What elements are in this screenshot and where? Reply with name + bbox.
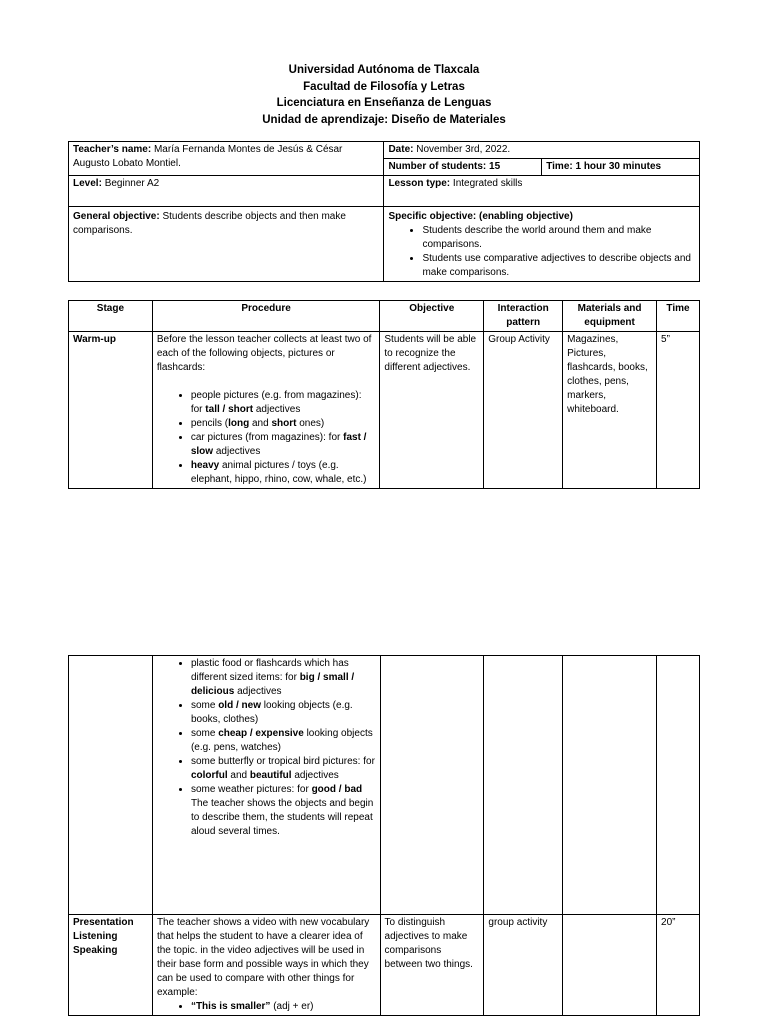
date-value: November 3rd, 2022. [416,144,511,155]
continued-time [657,656,700,915]
lesson-type-label: Lesson type: [388,178,451,189]
time-label: Time: 1 hour 30 minutes [546,161,662,172]
general-objective-cell [69,207,384,282]
list-item: • some cheap / expensive looking objects (e.g. pens, watches) [191,727,376,755]
specific-objective-item: • Students use comparative adjectives to describe objects and make comparisons. [422,252,695,280]
warmup-objective: Students will be able to recognize the different adjectives. [380,332,484,489]
students-label: Number of students: 15 [388,161,501,172]
continued-list [157,657,376,839]
header-stage: Stage [69,301,153,332]
teacher-label: Teacher’s name: [73,144,152,155]
warmup-intro: Before the lesson teacher collects at least two of each of the following objects, pictures or flashcards: [156,334,372,373]
lesson-type-cell [384,176,700,207]
lesson-type-value: Integrated skills [452,178,523,189]
table-row [69,656,700,915]
lesson-plan-table [68,300,700,489]
warmup-time: 5” [657,332,700,489]
list-item: • plastic food or flashcards which has different sized items: for big / small / delicious adjectives [191,657,376,699]
specific-objective-item: • Students describe the world around them and make comparisons. [422,224,695,252]
unit-name: Unidad de aprendizaje: Diseño de Materiales [262,113,506,126]
teacher-value: María Fernanda Montes de Jesús & César Augusto Lobato Montiel. [73,144,343,169]
time-cell [542,159,700,176]
level-value: Beginner A2 [104,178,160,189]
header-materials: Materials and equipment [563,301,657,332]
table-header-row [69,301,700,332]
warmup-list [157,389,376,487]
list-item: • people pictures (e.g. from magazines): for tall / short adjectives [191,389,376,417]
continued-tail-text: The teacher shows the objects and begin to describe them, the students will repeat aloud several times. [190,798,374,837]
students-cell [384,159,542,176]
university-name: Universidad Autónoma de Tlaxcala [288,64,480,76]
continued-procedure [152,656,380,915]
warmup-materials: Magazines, Pictures, flashcards, books, clothes, pens, markers, whiteboard. [563,332,657,489]
lesson-info-table [68,141,700,282]
presentation-text: The teacher shows a video with new vocabulary that helps the student to have a clearer idea of the topic. in the video adjectives will be used in their base form and possible ways in which they can be used to compare with other things for example: [156,917,370,998]
list-item: • car pictures (from magazines): for fast / slow adjectives [191,431,376,459]
presentation-objective: To distinguish adjectives to make comparisons between two things. [380,915,484,1016]
table-row [69,332,700,489]
warmup-interaction: Group Activity [484,332,563,489]
specific-objective-cell [384,207,700,282]
header-procedure: Procedure [152,301,380,332]
general-objective-value: Students describe objects and then make comparisons. [73,211,346,236]
continued-stage [69,656,153,915]
list-item: • some old / new looking objects (e.g. books, clothes) [191,699,376,727]
presentation-materials [563,915,657,1016]
list-item: • “This is smaller” (adj + er) [191,1000,376,1014]
presentation-procedure [152,915,380,1016]
list-item: • pencils (long and short ones) [191,417,376,431]
continued-interaction [484,656,563,915]
list-item: • heavy animal pictures / toys (e.g. elephant, hippo, rhino, cow, whale, etc.) [191,459,376,487]
specific-objective-label: Specific objective: (enabling objective) [388,211,573,222]
presentation-stage: Presentation Listening Speaking [69,915,153,1016]
warmup-procedure [152,332,380,489]
faculty-name: Facultad de Filosofía y Letras [303,80,465,93]
presentation-time: 20” [657,915,700,1016]
list-item: • some butterfly or tropical bird pictures: for colorful and beautiful adjectives [191,755,376,783]
continued-materials [563,656,657,915]
specific-objective-list [388,224,695,280]
document-header [0,62,768,128]
general-objective-label: General objective: [73,211,160,222]
presentation-list [157,1000,376,1014]
table-row [69,915,700,1016]
level-cell [69,176,384,207]
date-label: Date: [388,144,414,155]
list-item: • some weather pictures: for good / bad The teacher shows the objects and begin to describe them, the students will repeat aloud several times. [191,783,376,839]
lesson-plan-table-continued [68,655,700,1016]
header-interaction: Interaction pattern [484,301,563,332]
date-cell [384,142,700,159]
warmup-stage: Warm-up [69,332,153,489]
header-time: Time [657,301,700,332]
teacher-cell [69,142,384,176]
continued-objective [380,656,484,915]
presentation-interaction: group activity [484,915,563,1016]
level-label: Level: [73,178,102,189]
header-objective: Objective [380,301,484,332]
degree-name: Licenciatura en Enseñanza de Lenguas [276,97,492,109]
